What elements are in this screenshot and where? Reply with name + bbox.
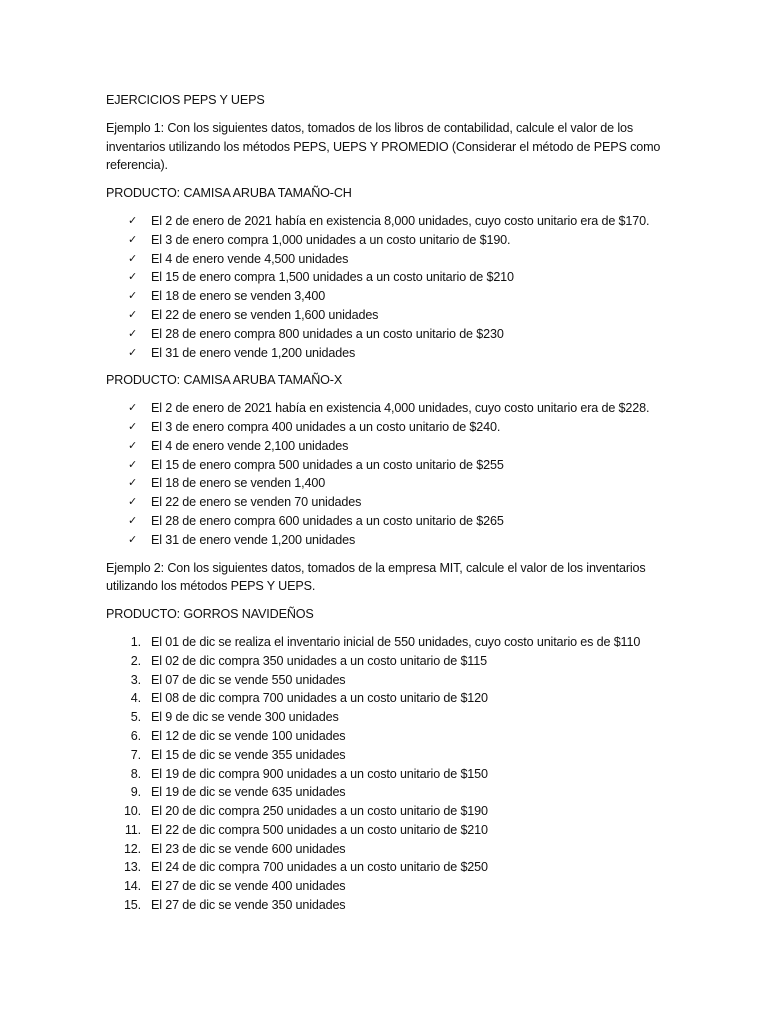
product-gorros-list bbox=[106, 633, 676, 915]
checkmark-icon: ✓ bbox=[128, 326, 138, 340]
list-item-text: El 3 de enero compra 400 unidades a un costo unitario de $240. bbox=[151, 419, 501, 434]
example1-text: Ejemplo 1: Con los siguientes datos, tomados de los libros de contabilidad, calcule el valor de los inventarios utilizando los métodos PEPS, UEPS Y PROMEDIO (Considerar el método de PEPS como referencia). bbox=[106, 120, 661, 173]
list-number: 9. bbox=[130, 785, 141, 800]
list-item-text: El 02 de dic compra 350 unidades a un costo unitario de $115 bbox=[151, 653, 487, 668]
list-number: 12. bbox=[123, 841, 141, 856]
list-item-text: El 20 de dic compra 250 unidades a un costo unitario de $190 bbox=[151, 804, 488, 819]
list-item-text: El 4 de enero vende 2,100 unidades bbox=[151, 438, 349, 453]
list-item bbox=[106, 802, 676, 821]
checkmark-icon: ✓ bbox=[128, 289, 138, 303]
checkmark-icon: ✓ bbox=[128, 345, 138, 359]
list-item-text: El 27 de dic se vende 350 unidades bbox=[151, 898, 346, 913]
list-number: 15. bbox=[123, 898, 141, 913]
list-number: 11. bbox=[124, 822, 141, 837]
list-item bbox=[106, 633, 676, 652]
product-ch-list bbox=[106, 212, 676, 362]
list-item bbox=[106, 671, 676, 690]
list-item bbox=[106, 306, 676, 325]
checkmark-icon: ✓ bbox=[128, 270, 138, 284]
list-item bbox=[106, 287, 676, 306]
list-item bbox=[106, 783, 676, 802]
list-number: 1. bbox=[130, 634, 141, 649]
list-item bbox=[106, 325, 676, 344]
list-item bbox=[106, 456, 676, 475]
document-title: EJERCICIOS PEPS Y UEPS bbox=[106, 93, 265, 107]
list-item-text: El 2 de enero de 2021 había en existencia 8,000 unidades, cuyo costo unitario era de $170. bbox=[151, 213, 650, 228]
list-item-text: El 23 de dic se vende 600 unidades bbox=[151, 841, 346, 856]
list-item-text: El 19 de dic se vende 635 unidades bbox=[151, 785, 346, 800]
list-item-text: El 9 de dic se vende 300 unidades bbox=[151, 710, 339, 725]
list-item-text: El 24 de dic compra 700 unidades a un costo unitario de $250 bbox=[151, 860, 488, 875]
checkmark-icon: ✓ bbox=[128, 232, 138, 246]
checkmark-icon: ✓ bbox=[128, 532, 138, 546]
list-item-text: El 18 de enero se venden 3,400 bbox=[151, 289, 326, 304]
checkmark-icon: ✓ bbox=[128, 457, 138, 471]
checkmark-icon: ✓ bbox=[128, 251, 138, 265]
list-number: 2. bbox=[130, 653, 141, 668]
list-item-text: El 01 de dic se realiza el inventario inicial de 550 unidades, cuyo costo unitario es de $110 bbox=[151, 634, 641, 649]
list-item-text: El 19 de dic compra 900 unidades a un costo unitario de $150 bbox=[151, 766, 488, 781]
list-number: 8. bbox=[130, 766, 141, 781]
list-item-text: El 28 de enero compra 800 unidades a un costo unitario de $230 bbox=[151, 326, 504, 341]
list-item-text: El 22 de dic compra 500 unidades a un costo unitario de $210 bbox=[151, 822, 488, 837]
list-number: 10. bbox=[123, 804, 141, 819]
list-item-text: El 15 de enero compra 1,500 unidades a un costo unitario de $210 bbox=[151, 270, 514, 285]
list-item bbox=[106, 474, 676, 493]
list-item bbox=[106, 877, 676, 896]
list-item bbox=[106, 652, 676, 671]
list-item bbox=[106, 212, 676, 231]
list-item bbox=[106, 821, 676, 840]
checkmark-icon: ✓ bbox=[128, 438, 138, 452]
list-item bbox=[106, 399, 676, 418]
list-item-text: El 18 de enero se venden 1,400 bbox=[151, 476, 326, 491]
list-item bbox=[106, 418, 676, 437]
list-item bbox=[106, 512, 676, 531]
checkmark-icon: ✓ bbox=[128, 401, 138, 415]
list-item-text: El 08 de dic compra 700 unidades a un costo unitario de $120 bbox=[151, 691, 488, 706]
list-item bbox=[106, 708, 676, 727]
list-item bbox=[106, 746, 676, 765]
list-item bbox=[106, 250, 676, 269]
list-item-text: El 4 de enero vende 4,500 unidades bbox=[151, 251, 349, 266]
checkmark-icon: ✓ bbox=[128, 213, 138, 227]
checkmark-icon: ✓ bbox=[128, 513, 138, 527]
list-number: 13. bbox=[123, 860, 141, 875]
list-item-text: El 3 de enero compra 1,000 unidades a un costo unitario de $190. bbox=[151, 232, 511, 247]
product-heading-gorros: PRODUCTO: GORROS NAVIDEÑOS bbox=[106, 607, 314, 622]
document-page bbox=[106, 91, 676, 924]
list-item bbox=[106, 437, 676, 456]
list-item-text: El 2 de enero de 2021 había en existencia 4,000 unidades, cuyo costo unitario era de $228. bbox=[151, 401, 650, 416]
list-number: 7. bbox=[130, 747, 141, 762]
product-x-list bbox=[106, 399, 676, 549]
list-number: 4. bbox=[130, 691, 141, 706]
list-item-text: El 27 de dic se vende 400 unidades bbox=[151, 879, 346, 894]
list-item bbox=[106, 531, 676, 550]
list-item-text: El 12 de dic se vende 100 unidades bbox=[151, 728, 346, 743]
list-item-text: El 22 de enero se venden 70 unidades bbox=[151, 495, 362, 510]
checkmark-icon: ✓ bbox=[128, 495, 138, 509]
product-heading-x: PRODUCTO: CAMISA ARUBA TAMAÑO-X bbox=[106, 373, 343, 388]
list-item-text: El 31 de enero vende 1,200 unidades bbox=[151, 345, 356, 360]
list-item-text: El 22 de enero se venden 1,600 unidades bbox=[151, 307, 379, 322]
list-item bbox=[106, 344, 676, 363]
list-item-text: El 15 de dic se vende 355 unidades bbox=[151, 747, 346, 762]
list-item bbox=[106, 727, 676, 746]
list-item bbox=[106, 765, 676, 784]
list-item bbox=[106, 840, 676, 859]
list-number: 3. bbox=[130, 672, 141, 687]
list-item-text: El 31 de enero vende 1,200 unidades bbox=[151, 532, 356, 547]
checkmark-icon: ✓ bbox=[128, 476, 138, 490]
list-item bbox=[106, 689, 676, 708]
example2-text: Ejemplo 2: Con los siguientes datos, tomados de la empresa MIT, calcule el valor de los inventarios utilizando los métodos PEPS Y UEPS. bbox=[106, 560, 646, 594]
list-number: 6. bbox=[130, 728, 141, 743]
list-number: 5. bbox=[130, 710, 141, 725]
list-item bbox=[106, 231, 676, 250]
list-item bbox=[106, 493, 676, 512]
checkmark-icon: ✓ bbox=[128, 419, 138, 433]
product-heading-ch: PRODUCTO: CAMISA ARUBA TAMAÑO-CH bbox=[106, 186, 352, 201]
list-item bbox=[106, 268, 676, 287]
list-number: 14. bbox=[123, 879, 141, 894]
list-item-text: El 15 de enero compra 500 unidades a un costo unitario de $255 bbox=[151, 457, 504, 472]
list-item-text: El 07 de dic se vende 550 unidades bbox=[151, 672, 346, 687]
list-item-text: El 28 de enero compra 600 unidades a un costo unitario de $265 bbox=[151, 513, 504, 528]
checkmark-icon: ✓ bbox=[128, 307, 138, 321]
list-item bbox=[106, 896, 676, 915]
list-item bbox=[106, 858, 676, 877]
